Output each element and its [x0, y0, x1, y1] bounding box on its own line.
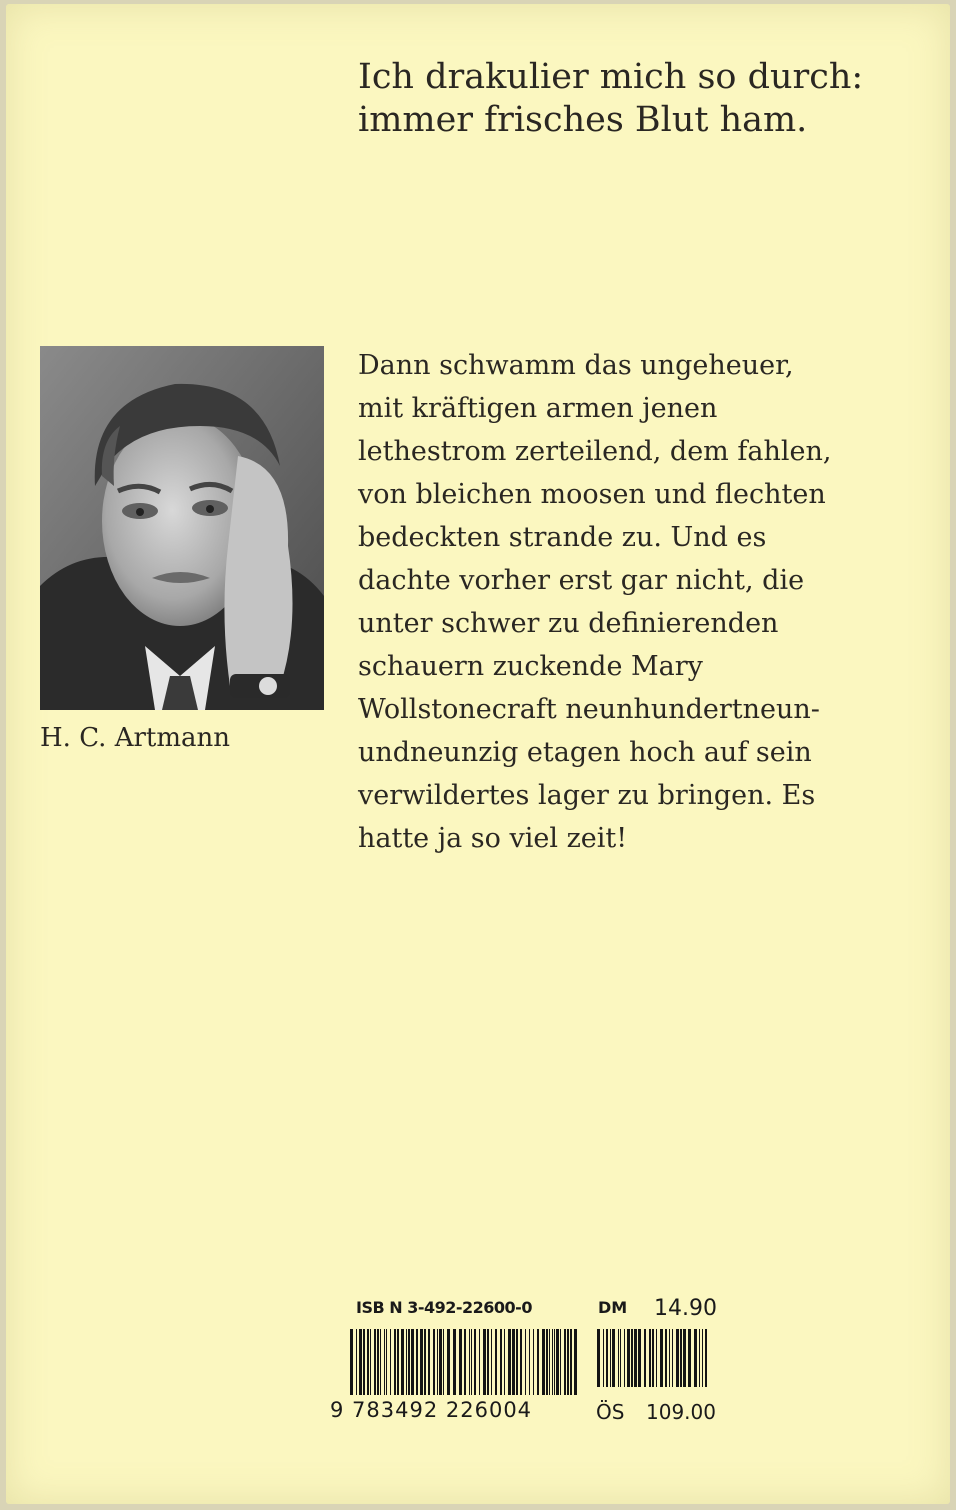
- barcode-bar: [483, 1329, 486, 1395]
- barcode-bar: [416, 1329, 418, 1395]
- barcode-bar: [549, 1329, 550, 1395]
- barcode-bar: [554, 1329, 555, 1395]
- book-excerpt: [358, 344, 918, 860]
- author-caption: H. C. Artmann: [40, 723, 230, 753]
- excerpt-line: verwildertes lager zu bringen. Es: [358, 780, 816, 811]
- barcode-bar: [512, 1329, 515, 1395]
- barcode-bar: [428, 1329, 430, 1395]
- barcode-bar: [656, 1329, 657, 1387]
- barcode-bar: [533, 1329, 534, 1395]
- barcode-bar: [411, 1329, 414, 1395]
- barcode-bar: [606, 1329, 608, 1387]
- barcode-bar: [669, 1329, 670, 1387]
- barcode-bar: [556, 1329, 559, 1395]
- barcode-bar: [634, 1329, 637, 1387]
- cover-quote: [358, 56, 918, 142]
- barcode-bar: [433, 1329, 435, 1395]
- barcode-bar: [420, 1329, 423, 1395]
- barcode-bar: [699, 1329, 700, 1387]
- quote-line-2: immer frisches Blut ham.: [358, 100, 808, 140]
- barcode-bar: [500, 1329, 502, 1395]
- barcode-bar: [644, 1329, 646, 1387]
- barcode-bar: [453, 1329, 456, 1395]
- barcode-bar: [459, 1329, 462, 1395]
- barcode-bar: [487, 1329, 489, 1395]
- barcode-bar: [624, 1329, 625, 1387]
- barcode-bar: [676, 1329, 679, 1387]
- price-os-label: ÖS: [596, 1400, 625, 1424]
- barcode-bar: [397, 1329, 399, 1395]
- price-barcode: [597, 1329, 711, 1387]
- barcode-bar: [469, 1329, 470, 1395]
- barcode-bar: [374, 1329, 376, 1395]
- barcode-bar: [694, 1329, 697, 1387]
- barcode-bar: [504, 1329, 505, 1395]
- barcode-bar: [618, 1329, 619, 1387]
- barcode-bar: [529, 1329, 530, 1395]
- barcode-bar: [439, 1329, 442, 1395]
- barcode-bar: [705, 1329, 707, 1387]
- barcode-bar: [394, 1329, 396, 1395]
- barcode-bar: [570, 1329, 572, 1395]
- barcode-bar: [612, 1329, 615, 1387]
- barcode-bar: [610, 1329, 611, 1387]
- barcode-bar: [390, 1329, 391, 1395]
- barcode-bar: [520, 1329, 522, 1395]
- barcode-bar: [406, 1329, 407, 1395]
- barcode-bar: [464, 1329, 466, 1395]
- barcode-bar: [350, 1329, 353, 1395]
- ean-barcode: [350, 1329, 582, 1395]
- barcode-bar: [660, 1329, 663, 1387]
- excerpt-line: unter schwer zu definierenden: [358, 608, 779, 639]
- ean-digits: 9 783492 226004: [330, 1398, 533, 1422]
- barcode-bar: [552, 1329, 553, 1395]
- barcode-bar: [652, 1329, 654, 1387]
- excerpt-line: Wollstonecraft neunhundertneun-: [358, 694, 820, 725]
- barcode-bar: [680, 1329, 682, 1387]
- barcode-bar: [495, 1329, 497, 1395]
- barcode-bar: [627, 1329, 630, 1387]
- barcode-bar: [702, 1329, 703, 1387]
- barcode-bar: [384, 1329, 385, 1395]
- barcode-bar: [567, 1329, 569, 1395]
- barcode-bar: [525, 1329, 526, 1395]
- barcode-bar: [443, 1329, 444, 1395]
- barcode-bar: [649, 1329, 651, 1387]
- barcode-bar: [672, 1329, 673, 1387]
- barcode-bar: [564, 1329, 566, 1395]
- barcode-bar: [356, 1329, 357, 1395]
- barcode-bar: [537, 1329, 539, 1395]
- isbn-label: ISB N 3-492-22600-0: [356, 1298, 532, 1317]
- author-photo: [40, 346, 324, 710]
- excerpt-line: bedeckten strande zu. Und es: [358, 522, 767, 553]
- excerpt-line: Dann schwamm das ungeheuer,: [358, 350, 794, 381]
- barcode-bar: [638, 1329, 641, 1387]
- price-dm-label: DM: [598, 1298, 628, 1317]
- barcode-bar: [386, 1329, 387, 1395]
- barcode-bar: [363, 1329, 365, 1395]
- barcode-bar: [603, 1329, 604, 1387]
- barcode-bar: [401, 1329, 404, 1395]
- quote-line-1: Ich drakulier mich so durch:: [358, 57, 864, 97]
- excerpt-line: undneunzig etagen hoch auf sein: [358, 737, 812, 768]
- barcode-bar: [471, 1329, 472, 1395]
- barcode-bar: [474, 1329, 476, 1395]
- excerpt-line: schauern zuckende Mary: [358, 651, 703, 682]
- barcode-bar: [491, 1329, 492, 1395]
- price-os: 109.00: [646, 1400, 716, 1424]
- barcode-bar: [359, 1329, 362, 1395]
- barcode-bar: [367, 1329, 369, 1395]
- book-back-cover: [6, 4, 950, 1504]
- excerpt-line: von bleichen moosen und flechten: [358, 479, 826, 510]
- barcode-bar: [574, 1329, 577, 1395]
- author-portrait-image: [40, 346, 324, 710]
- barcode-bar: [508, 1329, 511, 1395]
- barcode-bar: [437, 1329, 438, 1395]
- barcode-bar: [560, 1329, 561, 1395]
- barcode-bar: [631, 1329, 633, 1387]
- barcode-bar: [620, 1329, 621, 1387]
- barcode-bar: [424, 1329, 426, 1395]
- excerpt-line: mit kräftigen armen jenen: [358, 393, 718, 424]
- barcode-bar: [479, 1329, 480, 1395]
- excerpt-line: hatte ja so viel zeit!: [358, 823, 628, 854]
- barcode-bar: [447, 1329, 450, 1395]
- barcode-bar: [665, 1329, 667, 1387]
- barcode-bar: [377, 1329, 379, 1395]
- barcode-bar: [688, 1329, 691, 1387]
- excerpt-line: lethestrom zerteilend, dem fahlen,: [358, 436, 832, 467]
- barcode-bar: [546, 1329, 548, 1395]
- excerpt-line: dachte vorher erst gar nicht, die: [358, 565, 805, 596]
- barcode-bar: [683, 1329, 686, 1387]
- barcode-bar: [408, 1329, 410, 1395]
- barcode-bar: [380, 1329, 381, 1395]
- price-dm: 14.90: [654, 1296, 717, 1321]
- barcode-bar: [597, 1329, 600, 1387]
- barcode-bar: [516, 1329, 518, 1395]
- barcode-bar: [370, 1329, 371, 1395]
- barcode-bar: [542, 1329, 545, 1395]
